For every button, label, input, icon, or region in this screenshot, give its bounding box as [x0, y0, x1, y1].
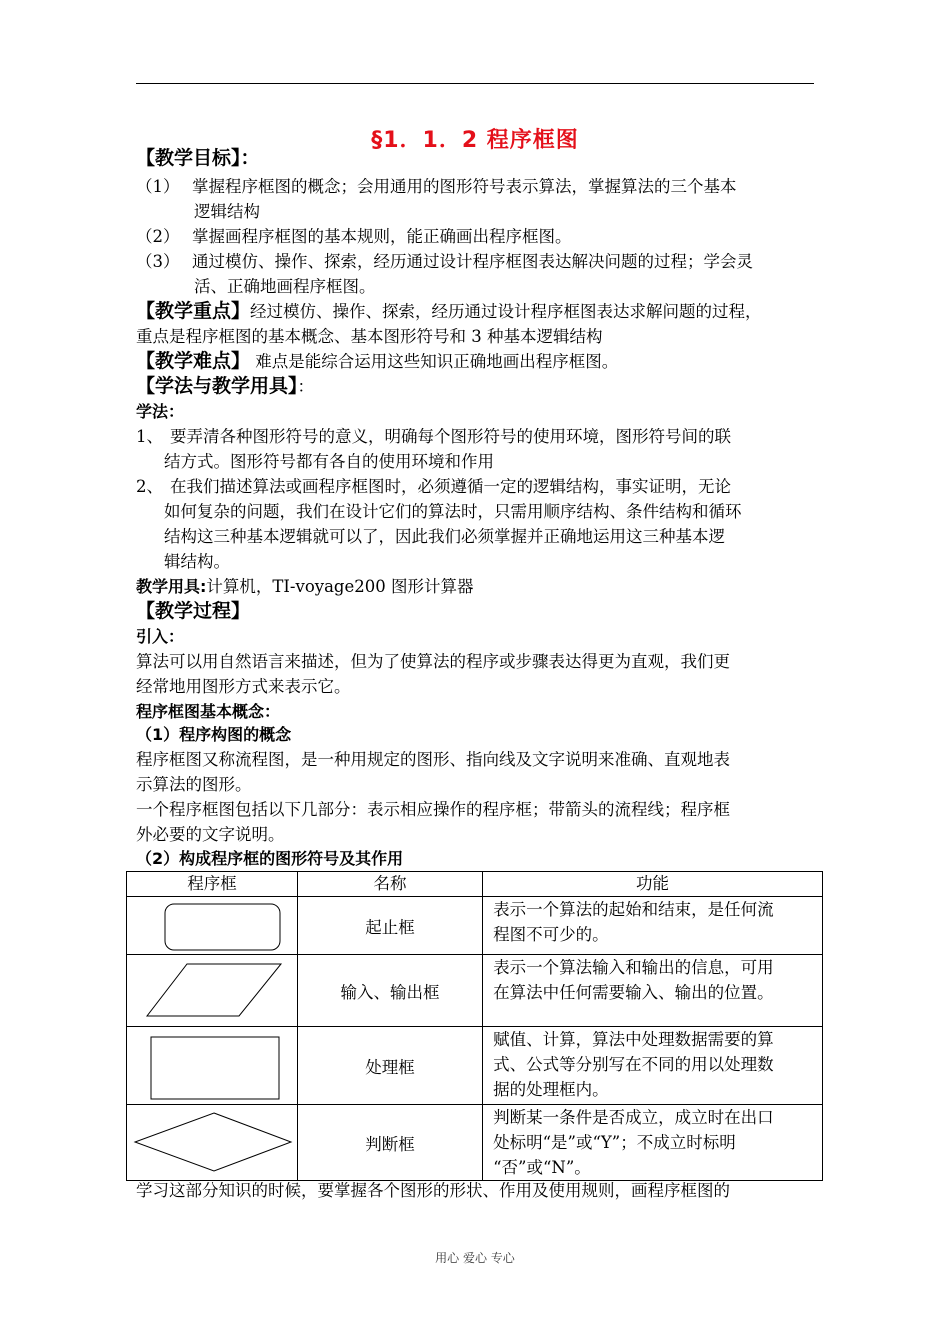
symbols-table	[126, 871, 823, 1181]
func-line: 据的处理框内。	[493, 1080, 609, 1099]
table-header-row	[127, 872, 823, 897]
study-label: 学法：	[136, 402, 185, 421]
goal-num-2: （2）	[136, 227, 180, 246]
func-line: 表示一个算法输入和输出的信息，可用	[493, 958, 774, 977]
methods-colon: ：	[297, 377, 315, 396]
method-text-2d: 辑结构。	[164, 552, 230, 571]
parallelogram-icon	[127, 955, 297, 1026]
method-text-1a: 要弄清各种图形符号的意义，明确每个图形符号的使用环境，图形符号间的联	[170, 427, 731, 446]
table-header-shape: 程序框	[127, 872, 298, 897]
rounded-rect-icon	[127, 897, 297, 954]
process-heading: 【教学过程】	[136, 600, 251, 622]
method-text-2a: 在我们描述算法或画程序框图时，必须遵循一定的逻辑结构，事实证明，无论	[170, 477, 731, 496]
goal-num-1: （1）	[136, 177, 180, 196]
func-line: 式、公式等分别写在不同的用以处理数	[493, 1055, 774, 1074]
goal-num-3: （3）	[136, 252, 180, 271]
goals-heading: 【教学目标】：	[136, 147, 260, 169]
diamond-icon	[127, 1105, 297, 1180]
table-cell-function	[483, 1105, 823, 1181]
goal-text-3b: 活、正确地画程序框图。	[194, 277, 376, 296]
intro-label: 引入：	[136, 627, 185, 646]
subsection-2-heading: （2）构成程序框的图形符号及其作用	[136, 849, 404, 868]
table-cell-name: 判断框	[298, 1105, 483, 1181]
table-cell-name: 处理框	[298, 1027, 483, 1105]
page-footer: 用心 爱心 专心	[435, 1251, 515, 1265]
method-item-2	[136, 474, 731, 499]
methods-heading: 【学法与教学用具】	[136, 375, 298, 397]
methods-heading-line	[136, 374, 314, 399]
table-row	[127, 1105, 823, 1181]
intro-text-1: 算法可以用自然语言来描述，但为了使算法的程序或步骤表达得更为直观，我们更	[136, 652, 730, 671]
func-line: 表示一个算法的起始和结束，是任何流	[493, 900, 774, 919]
key-points-heading: 【教学重点】	[136, 300, 251, 322]
page-title: §1．1．2 程序框图	[371, 128, 579, 153]
difficulty-heading: 【教学难点】	[136, 350, 251, 372]
func-line: “否”或“N”。	[493, 1158, 591, 1177]
table-cell-function	[483, 955, 823, 1027]
difficulty-text: 难点是能综合运用这些知识正确地画出程序框图。	[250, 352, 619, 371]
sub1-text-4: 外必要的文字说明。	[136, 825, 285, 844]
shape-cell	[127, 1027, 298, 1105]
func-line: 赋值、计算，算法中处理数据需要的算	[493, 1030, 774, 1049]
goal-text-3a: 通过模仿、操作、探索，经历通过设计程序框图表达解决问题的过程；学会灵	[192, 252, 753, 271]
goal-text-1a: 掌握程序框图的概念；会用通用的图形符号表示算法，掌握算法的三个基本	[192, 177, 737, 196]
key-points	[136, 299, 762, 324]
func-line: 处标明“是”或“Y”；不成立时标明	[493, 1133, 736, 1152]
method-num-2: 2、	[136, 477, 163, 496]
table-cell-function	[483, 1027, 823, 1105]
tools-label: 教学用具:	[136, 577, 207, 596]
tools-text: 计算机，TI-voyage200 图形计算器	[206, 577, 474, 596]
tools-line	[136, 574, 473, 599]
func-line: 在算法中任何需要输入、输出的位置。	[493, 983, 774, 1002]
header-rule	[136, 83, 814, 84]
rectangle-icon	[127, 1027, 297, 1104]
shape-cell	[127, 1105, 298, 1181]
method-item-1	[136, 424, 731, 449]
goal-text-2a: 掌握画程序框图的基本规则，能正确画出程序框图。	[192, 227, 572, 246]
shape-cell	[127, 955, 298, 1027]
table-header-name: 名称	[298, 872, 483, 897]
method-num-1: 1、	[136, 427, 163, 446]
table-row	[127, 1027, 823, 1105]
key-points-text-2: 重点是程序框图的基本概念、基本图形符号和 3 种基本逻辑结构	[136, 327, 603, 346]
goal-item-2	[136, 224, 572, 249]
method-text-2b: 如何复杂的问题，我们在设计它们的算法时，只需用顺序结构、条件结构和循环	[164, 502, 742, 521]
subsection-1-heading: （1）程序构图的概念	[136, 725, 292, 744]
func-line: 判断某一条件是否成立，成立时在出口	[493, 1108, 774, 1127]
goal-item-1	[136, 174, 737, 199]
closing-text: 学习这部分知识的时候，要掌握各个图形的形状、作用及使用规则，画程序框图的	[136, 1181, 730, 1200]
method-text-2c: 结构这三种基本逻辑就可以了，因此我们必须掌握并正确地运用这三种基本逻	[164, 527, 725, 546]
func-line: 程图不可少的。	[493, 925, 609, 944]
sub1-text-3: 一个程序框图包括以下几部分：表示相应操作的程序框；带箭头的流程线；程序框	[136, 800, 730, 819]
key-points-text-1: 经过模仿、操作、探索，经历通过设计程序框图表达求解问题的过程，	[250, 302, 762, 321]
difficulty	[136, 349, 618, 374]
shape-cell	[127, 897, 298, 955]
table-header-function: 功能	[483, 872, 823, 897]
table-cell-name: 起止框	[298, 897, 483, 955]
intro-text-2: 经常地用图形方式来表示它。	[136, 677, 351, 696]
concept-label: 程序框图基本概念：	[136, 702, 281, 721]
table-cell-function	[483, 897, 823, 955]
sub1-text-1: 程序框图又称流程图，是一种用规定的图形、指向线及文字说明来准确、直观地表	[136, 750, 730, 769]
table-cell-name: 输入、输出框	[298, 955, 483, 1027]
goal-text-1b: 逻辑结构	[194, 202, 260, 221]
table-row	[127, 897, 823, 955]
method-text-1b: 结方式。图形符号都有各自的使用环境和作用	[164, 452, 494, 471]
table-row	[127, 955, 823, 1027]
sub1-text-2: 示算法的图形。	[136, 775, 252, 794]
goal-item-3	[136, 249, 753, 274]
